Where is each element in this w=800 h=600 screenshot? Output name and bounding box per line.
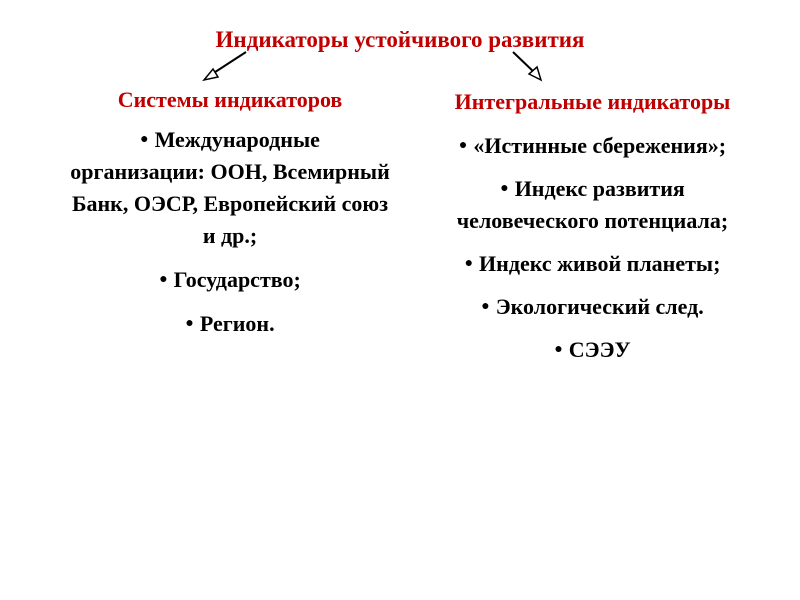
bullet-icon: ● [500,181,509,196]
left-list-item [70,124,390,252]
right-column [430,88,755,377]
right-item-text: СЭЭУ [568,337,631,362]
bullet-icon: ● [185,316,194,331]
bullet-icon: ● [481,299,490,314]
left-list-item [70,264,390,296]
right-item-text: Индекс живой планеты; [479,251,721,276]
left-item-text: Государство; [173,267,301,292]
left-item-text: Регион. [199,311,275,336]
right-list-item [430,130,755,162]
left-list-item [70,308,390,340]
right-item-text: Индекс развития человеческого потенциала; [456,176,729,233]
right-list-item [430,291,755,323]
left-item-text: Международные организации: ООН, Всемирный Банк, ОЭСР, Европейский союз и др.; [70,127,390,248]
arrow-left-down-icon [204,52,246,80]
right-item-text: Экологический след. [495,294,704,319]
left-heading: Системы индикаторов [117,87,343,112]
bullet-icon: ● [458,138,468,153]
bullet-icon: ● [140,132,149,147]
right-item-text: «Истинные сбережения»; [473,133,727,158]
right-list-item [430,248,755,280]
left-list [70,124,390,340]
slide-title: Индикаторы устойчивого развития [215,27,585,52]
bullet-icon: ● [464,256,474,271]
bullet-icon: ● [554,342,563,357]
right-list-item [430,173,755,237]
arrow-right-down-icon [513,52,541,80]
right-list-item [430,334,755,366]
bullet-icon: ● [159,272,168,287]
right-list [430,130,755,366]
left-column [70,86,390,352]
right-heading: Интегральные индикаторы [454,89,731,114]
